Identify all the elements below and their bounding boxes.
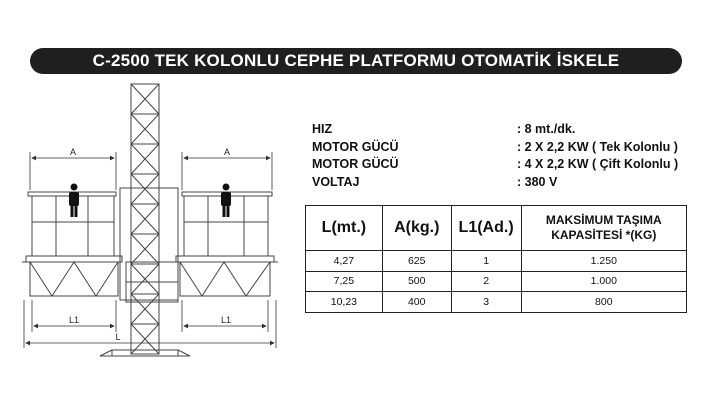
spec-row — [312, 121, 712, 139]
dim-label-a-left: A — [69, 147, 77, 157]
dim-label-a-right: A — [223, 147, 231, 157]
table-cell: 1.000 — [521, 271, 686, 292]
table-row — [306, 292, 687, 313]
table-cell: 7,25 — [306, 271, 383, 292]
header-load: A(kg.) — [382, 206, 451, 251]
spec-row — [312, 139, 712, 157]
spec-value: : 380 V — [517, 174, 558, 189]
table-header-row — [306, 206, 687, 251]
spec-list — [312, 121, 712, 191]
spec-row — [312, 174, 712, 192]
spec-value: : 8 mt./dk. — [517, 122, 576, 136]
dim-label-l: L — [115, 332, 121, 342]
table-cell: 10,23 — [306, 292, 383, 313]
page-title: C-2500 TEK KOLONLU CEPHE PLATFORMU OTOMATİK İSKELE — [30, 48, 682, 74]
dim-label-l1-right: L1 — [220, 315, 232, 325]
table-cell: 4,27 — [306, 251, 383, 272]
spec-value: : 4 X 2,2 KW ( Çift Kolonlu ) — [517, 157, 679, 171]
spec-label: MOTOR GÜCÜ — [312, 157, 399, 171]
mast-column — [131, 84, 159, 354]
mast-base — [100, 350, 190, 356]
spec-value: : 2 X 2,2 KW ( Tek Kolonlu ) — [517, 139, 678, 154]
spec-label: MOTOR GÜCÜ — [312, 139, 399, 154]
person-icon — [69, 184, 79, 218]
dimension-lines — [24, 152, 276, 348]
spec-label: HIZ — [312, 122, 333, 136]
capacity-table — [305, 205, 687, 313]
header-max-capacity: MAKSİMUM TAŞIMA KAPASİTESİ *(KG) — [521, 206, 686, 251]
table-cell: 625 — [382, 251, 451, 272]
header-l1-count: L1(Ad.) — [451, 206, 521, 251]
table-cell: 2 — [451, 271, 521, 292]
person-icon — [221, 184, 231, 218]
table-cell: 1 — [451, 251, 521, 272]
table-cell: 1.250 — [521, 251, 686, 272]
table-row — [306, 271, 687, 292]
table-cell: 800 — [521, 292, 686, 313]
table-cell: 3 — [451, 292, 521, 313]
spec-row — [312, 156, 712, 174]
table-cell: 400 — [382, 292, 451, 313]
dim-label-l1-left: L1 — [68, 315, 80, 325]
header-length: L(mt.) — [306, 206, 383, 251]
table-cell: 500 — [382, 271, 451, 292]
table-row — [306, 251, 687, 272]
spec-label: VOLTAJ — [312, 174, 360, 189]
